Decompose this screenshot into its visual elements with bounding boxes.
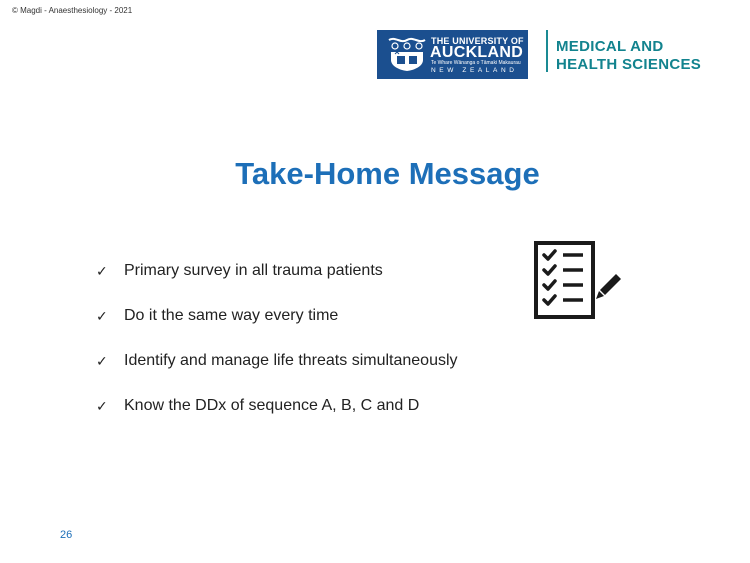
copyright-notice: © Magdi - Anaesthesiology - 2021: [12, 6, 133, 15]
university-name: AUCKLAND: [430, 44, 524, 61]
university-name-prefix: THE UNIVERSITY OF: [431, 36, 524, 46]
checkmark-icon: ✓: [96, 308, 108, 324]
logo-divider: [546, 30, 548, 72]
university-crest-icon: [387, 36, 427, 72]
university-logo: [377, 30, 528, 79]
take-home-list: [96, 262, 458, 442]
page-number: 26: [60, 529, 73, 541]
university-country: NEW ZEALAND: [431, 67, 518, 74]
list-item-text: Primary survey in all trauma patients: [124, 262, 383, 279]
list-item-text: Identify and manage life threats simultaneously: [124, 352, 458, 369]
university-maori-name: Te Whare Wānanga o Tāmaki Makaurau: [431, 60, 521, 66]
checkmark-icon: ✓: [96, 398, 108, 414]
checkmark-icon: ✓: [96, 353, 108, 369]
faculty-name: [556, 38, 701, 74]
checklist-pencil-icon: [533, 240, 625, 320]
list-item: [96, 397, 458, 442]
list-item: [96, 352, 458, 397]
slide-title: Take-Home Message: [235, 156, 540, 191]
list-item: [96, 262, 458, 307]
list-item: [96, 307, 458, 352]
checkmark-icon: ✓: [96, 263, 108, 279]
faculty-name-line1: MEDICAL AND: [556, 38, 664, 55]
faculty-name-line2: HEALTH SCIENCES: [556, 56, 702, 73]
list-item-text: Know the DDx of sequence A, B, C and D: [124, 397, 420, 414]
list-item-text: Do it the same way every time: [124, 307, 339, 324]
